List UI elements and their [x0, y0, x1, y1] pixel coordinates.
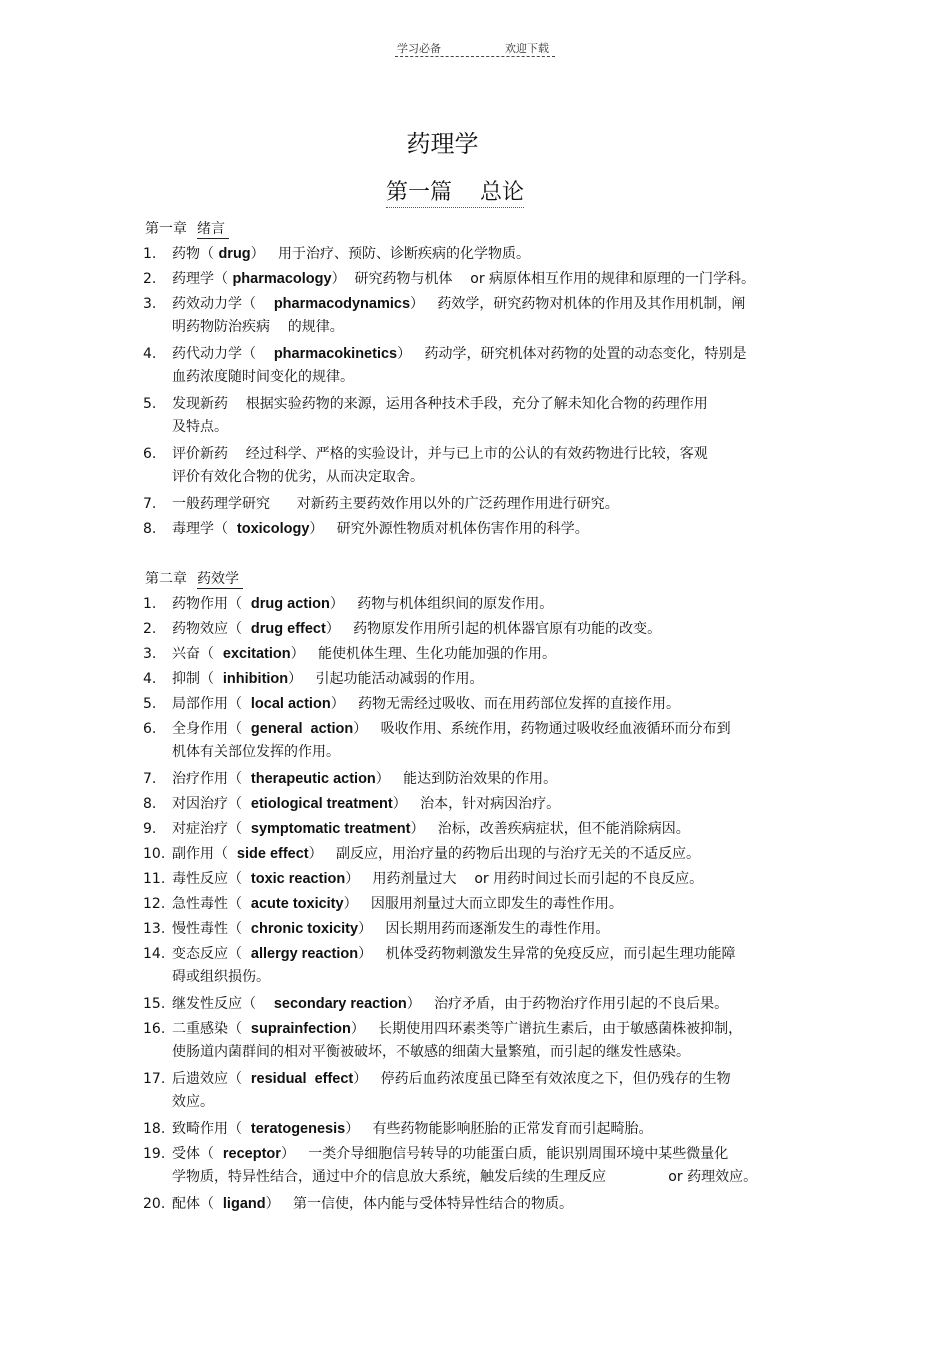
item-line: 抑制（ inhibition） 引起功能活动减弱的作用。	[172, 671, 484, 687]
english-term: acute toxicity	[250, 896, 344, 912]
english-term: pharmacokinetics	[273, 346, 398, 362]
item-number: 20.	[143, 1196, 166, 1212]
item-body	[172, 1068, 793, 1114]
item-line: 继发性反应（ secondary reaction） 治疗矛盾，由于药物治疗作用引起的不良后果。	[172, 996, 729, 1012]
item-line: 药代动力学（ pharmacokinetics） 药动学，研究机体对药物的处置的动态变化，特别是	[172, 346, 747, 362]
item-number: 18.	[143, 1121, 166, 1137]
item-line: 对因治疗（ etiological treatment） 治本，针对病因治疗。	[172, 796, 561, 812]
item-number: 1.	[143, 246, 157, 262]
english-term: etiological treatment	[250, 796, 393, 812]
item-body	[172, 643, 793, 666]
item-body	[172, 593, 793, 616]
item-number: 7.	[143, 771, 157, 787]
item-line: 配体（ ligand） 第一信使，体内能与受体特异性结合的物质。	[172, 1196, 573, 1212]
item-number: 8.	[143, 521, 157, 537]
item-body	[172, 1018, 793, 1064]
item-body	[172, 718, 793, 764]
item-line: 全身作用（ general action） 吸收作用、系统作用，药物通过吸收经血液循环而分布到	[172, 721, 731, 737]
english-term: allergy reaction	[250, 946, 359, 962]
list-item	[143, 943, 793, 989]
chapter-term-list	[143, 243, 793, 543]
item-line: 治疗作用（ therapeutic action） 能达到防治效果的作用。	[172, 771, 558, 787]
item-line: 毒理学（ toxicology） 研究外源性物质对机体伤害作用的科学。	[172, 521, 589, 537]
item-number: 7.	[143, 496, 157, 512]
list-item	[143, 268, 793, 291]
item-line: 学物质，特异性结合，通过中介的信息放大系统，触发后续的生理反应 or 药理效应。	[172, 1169, 758, 1185]
english-term: general action	[250, 721, 354, 737]
item-line: 毒性反应（ toxic reaction） 用药剂量过大 or 用药时间过长而引起的不良反应。	[172, 871, 704, 887]
item-line: 变态反应（ allergy reaction） 机体受药物刺激发生异常的免疫反应，而引起生理功能障	[172, 946, 736, 962]
list-item	[143, 343, 793, 389]
item-number: 4.	[143, 671, 157, 687]
english-term: teratogenesis	[250, 1121, 346, 1137]
item-body	[172, 618, 793, 641]
list-item	[143, 868, 793, 891]
item-line: 药物（ drug） 用于治疗、预防、诊断疾病的化学物质。	[172, 246, 531, 262]
list-item	[143, 693, 793, 716]
item-body	[172, 768, 793, 791]
list-item	[143, 493, 793, 516]
list-item	[143, 993, 793, 1016]
item-body	[172, 893, 793, 916]
english-term: ligand	[222, 1196, 266, 1212]
item-line: 及特点。	[172, 419, 228, 435]
chapter-label: 第二章	[145, 571, 187, 587]
chapter-heading	[145, 568, 243, 588]
english-term: secondary reaction	[273, 996, 407, 1012]
item-line: 使肠道内菌群间的相对平衡被破坏，不敏感的细菌大量繁殖，而引起的继发性感染。	[172, 1044, 690, 1060]
item-body	[172, 443, 793, 489]
english-term: toxic reaction	[250, 871, 346, 887]
item-body	[172, 993, 793, 1016]
list-item	[143, 768, 793, 791]
item-number: 13.	[143, 921, 166, 937]
item-line: 药物作用（ drug action） 药物与机体组织间的原发作用。	[172, 596, 554, 612]
list-item	[143, 518, 793, 541]
item-line: 受体（ receptor） 一类介导细胞信号转导的功能蛋白质，能识别周围环境中某些微量化	[172, 1146, 729, 1162]
item-line: 局部作用（ local action） 药物无需经过吸收、而在用药部位发挥的直接作用。	[172, 696, 681, 712]
list-item	[143, 893, 793, 916]
item-line: 副作用（ side effect） 副反应，用治疗量的药物后出现的与治疗无关的不适反应。	[172, 846, 700, 862]
item-line: 兴奋（ excitation） 能使机体生理、生化功能加强的作用。	[172, 646, 556, 662]
item-number: 2.	[143, 621, 157, 637]
item-body	[172, 668, 793, 691]
english-term: excitation	[222, 646, 291, 662]
list-item	[143, 1118, 793, 1141]
item-body	[172, 343, 793, 389]
item-body	[172, 1118, 793, 1141]
english-term: receptor	[222, 1146, 281, 1162]
header-left-text: 学习必备	[397, 42, 441, 55]
item-number: 6.	[143, 446, 157, 462]
item-body	[172, 868, 793, 891]
item-line: 一般药理学研究 对新药主要药效作用以外的广泛药理作用进行研究。	[172, 496, 619, 512]
header-dashed-rule	[395, 56, 555, 57]
chapter-term-list	[143, 593, 793, 1218]
english-term: pharmacodynamics	[273, 296, 411, 312]
item-line: 慢性毒性（ chronic toxicity） 因长期用药而逐渐发生的毒性作用。	[172, 921, 610, 937]
list-item	[143, 818, 793, 841]
item-number: 5.	[143, 396, 157, 412]
item-body	[172, 268, 793, 291]
english-term: symptomatic treatment	[250, 821, 411, 837]
english-term: local action	[250, 696, 331, 712]
item-body	[172, 1193, 793, 1216]
english-term: chronic toxicity	[250, 921, 359, 937]
item-line: 效应。	[172, 1094, 214, 1110]
part-heading-text: 第一篇 总论	[386, 180, 524, 208]
list-item	[143, 1068, 793, 1114]
item-line: 二重感染（ suprainfection） 长期使用四环素类等广谱抗生素后，由于敏感菌株被抑制，	[172, 1021, 743, 1037]
item-number: 6.	[143, 721, 157, 737]
item-body	[172, 393, 793, 439]
item-line: 机体有关部位发挥的作用。	[172, 744, 340, 760]
english-term: drug	[218, 246, 251, 262]
item-line: 对症治疗（ symptomatic treatment） 治标，改善疾病症状，但不能消除病因。	[172, 821, 690, 837]
list-item	[143, 593, 793, 616]
item-number: 5.	[143, 696, 157, 712]
list-item	[143, 793, 793, 816]
item-number: 15.	[143, 996, 166, 1012]
item-number: 2.	[143, 271, 157, 287]
item-body	[172, 793, 793, 816]
list-item	[143, 1143, 793, 1189]
list-item	[143, 443, 793, 489]
list-item	[143, 843, 793, 866]
item-body	[172, 843, 793, 866]
item-body	[172, 943, 793, 989]
header-right-text: 欢迎下载	[505, 42, 549, 55]
item-number: 8.	[143, 796, 157, 812]
list-item	[143, 918, 793, 941]
chapter-name: 药效学	[197, 571, 243, 589]
item-line: 后遗效应（ residual effect） 停药后血药浓度虽已降至有效浓度之下，但仍残存的生物	[172, 1071, 731, 1087]
item-body	[172, 518, 793, 541]
list-item	[143, 668, 793, 691]
item-number: 16.	[143, 1021, 166, 1037]
page-header	[395, 40, 555, 60]
list-item	[143, 643, 793, 666]
item-line: 评价有效化合物的优劣，从而决定取舍。	[172, 469, 424, 485]
item-body	[172, 293, 793, 339]
list-item	[143, 1018, 793, 1064]
part-heading	[0, 175, 910, 206]
item-line: 碍或组织损伤。	[172, 969, 270, 985]
list-item	[143, 293, 793, 339]
chapter-name: 绪言	[197, 221, 229, 239]
item-number: 9.	[143, 821, 157, 837]
english-term: drug action	[250, 596, 330, 612]
chapter-label: 第一章	[145, 221, 187, 237]
item-number: 12.	[143, 896, 166, 912]
english-term: drug effect	[250, 621, 326, 637]
english-term: therapeutic action	[250, 771, 376, 787]
item-line: 药效动力学（ pharmacodynamics） 药效学，研究药物对机体的作用及其作用机制，阐	[172, 296, 746, 312]
item-number: 3.	[143, 646, 157, 662]
item-number: 1.	[143, 596, 157, 612]
item-line: 血药浓度随时间变化的规律。	[172, 369, 354, 385]
english-term: pharmacology	[232, 271, 332, 287]
chapter-heading	[145, 218, 229, 238]
item-line: 药物效应（ drug effect） 药物原发作用所引起的机体器官原有功能的改变。	[172, 621, 662, 637]
english-term: side effect	[236, 846, 309, 862]
item-number: 3.	[143, 296, 157, 312]
item-number: 14.	[143, 946, 166, 962]
english-term: residual effect	[250, 1071, 354, 1087]
item-line: 发现新药 根据实验药物的来源，运用各种技术手段，充分了解未知化合物的药理作用	[172, 396, 708, 412]
item-body	[172, 693, 793, 716]
item-number: 11.	[143, 871, 166, 887]
item-line: 急性毒性（ acute toxicity） 因服用剂量过大而立即发生的毒性作用。	[172, 896, 623, 912]
item-line: 致畸作用（ teratogenesis） 有些药物能影响胚胎的正常发育而引起畸胎。	[172, 1121, 653, 1137]
list-item	[143, 393, 793, 439]
item-body	[172, 493, 793, 516]
english-term: inhibition	[222, 671, 289, 687]
english-term: toxicology	[236, 521, 310, 537]
item-body	[172, 243, 793, 266]
english-term: suprainfection	[250, 1021, 351, 1037]
item-line: 明药物防治疾病 的规律。	[172, 319, 344, 335]
list-item	[143, 1193, 793, 1216]
item-number: 4.	[143, 346, 157, 362]
item-number: 10.	[143, 846, 166, 862]
item-line: 评价新药 经过科学、严格的实验设计，并与已上市的公认的有效药物进行比较，客观	[172, 446, 708, 462]
list-item	[143, 243, 793, 266]
item-number: 17.	[143, 1071, 166, 1087]
document-title: 药理学	[406, 130, 479, 158]
list-item	[143, 618, 793, 641]
item-body	[172, 818, 793, 841]
item-line: 药理学（ pharmacology） 研究药物与机体 or 病原体相互作用的规律和原理的一门学科。	[172, 271, 756, 287]
item-body	[172, 1143, 793, 1189]
list-item	[143, 718, 793, 764]
item-body	[172, 918, 793, 941]
item-number: 19.	[143, 1146, 166, 1162]
